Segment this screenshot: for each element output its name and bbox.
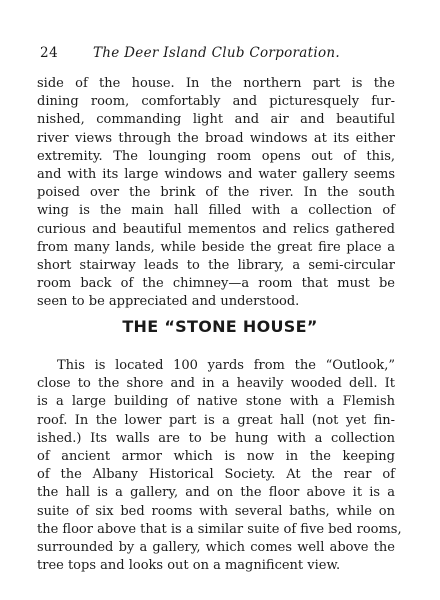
text-line: ished.) Its walls are to be hung with a collection	[37, 430, 395, 446]
text-line: river views through the broad windows at its either	[37, 130, 395, 146]
text-line: tree tops and looks out on a magnificent view.	[37, 558, 341, 574]
paragraph-house-rooms	[37, 75, 395, 312]
text-line: and with its large windows and water gallery seems	[37, 167, 395, 183]
text-line: wing is the main hall filled with a collection of	[37, 203, 395, 219]
text-line: nished, commanding light and air and beautiful	[37, 112, 395, 128]
text-line: roof. In the lower part is a great hall (not yet fin-	[37, 412, 395, 428]
text-line: surrounded by a gallery, which comes well above the	[37, 540, 395, 556]
paragraph-stone-house	[37, 357, 402, 575]
text-line: of the Albany Historical Society. At the rear of	[37, 467, 395, 483]
text-line: dining room, comfortably and picturesquely fur-	[37, 94, 395, 110]
text-line: short stairway leads to the library, a semi-circular	[37, 258, 395, 274]
text-line: close to the shore and in a heavily wooded dell. It	[37, 376, 395, 392]
text-line: the hall is a gallery, and on the floor above it is a	[37, 485, 395, 501]
text-line: seen to be appreciated and understood.	[37, 294, 300, 310]
text-line: from many lands, while beside the great fire place a	[37, 239, 395, 255]
page-number: 24	[40, 45, 59, 61]
text-line: is a large building of native stone with a Flemish	[37, 394, 395, 410]
text-line: extremity. The lounging room opens out of this,	[37, 148, 395, 164]
text-line: side of the house. In the northern part is the	[37, 76, 395, 91]
text-line: suite of six bed rooms with several baths, while on	[37, 503, 395, 519]
text-line: poised over the brink of the river. In the south	[37, 185, 395, 201]
text-line: of ancient armor which is now in the keeping	[37, 449, 395, 465]
text-line: the floor above that is a similar suite of five bed rooms,	[37, 521, 402, 537]
text-line: room back of the chimney—a room that must be	[37, 276, 395, 292]
text-line: curious and beautiful mementos and relics gathered	[37, 221, 395, 237]
running-title: The Deer Island Club Corporation.	[93, 45, 340, 61]
section-heading: THE “STONE HOUSE”	[122, 317, 318, 336]
text-line: This is located 100 yards from the “Outlook,”	[57, 358, 395, 373]
